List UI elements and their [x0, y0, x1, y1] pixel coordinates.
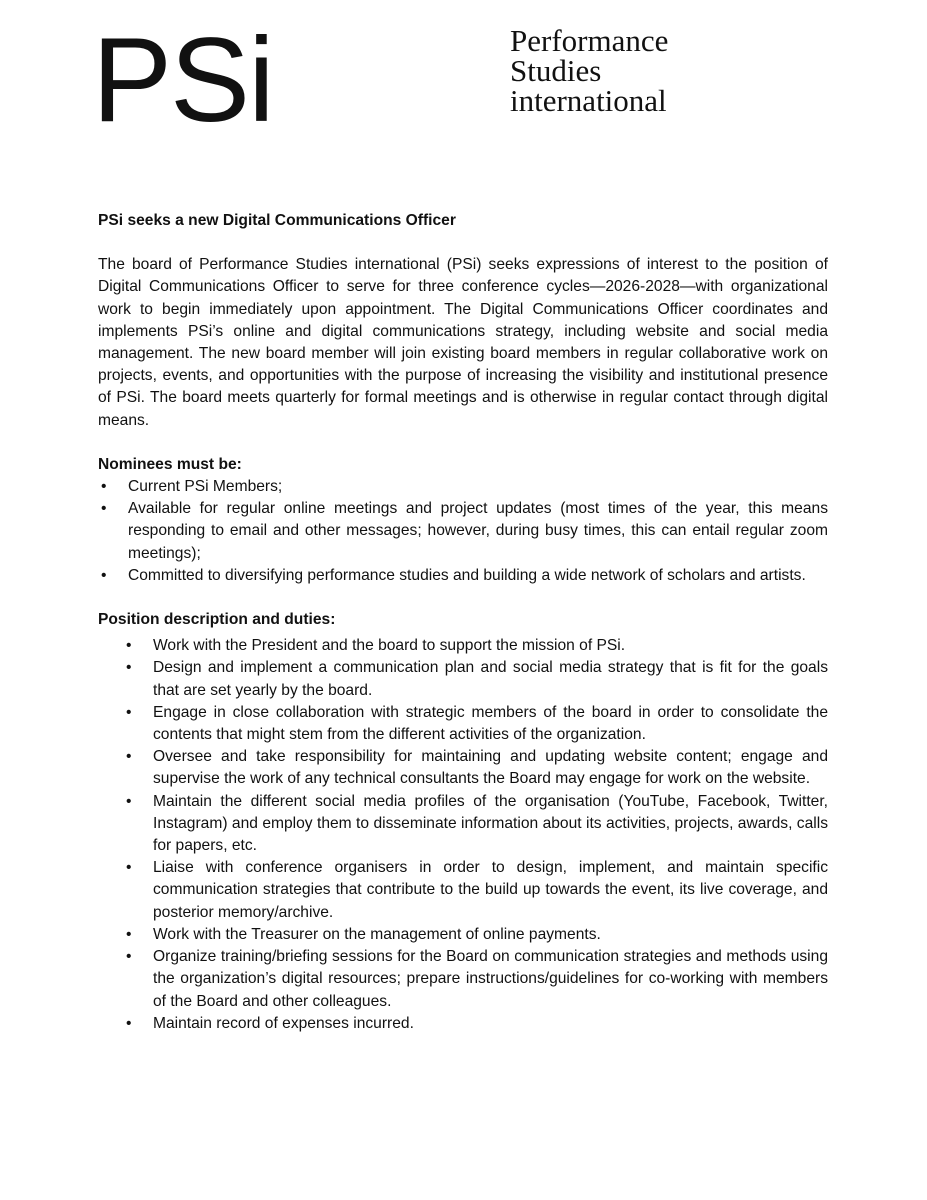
- nominees-list: [98, 476, 828, 587]
- intro-paragraph: The board of Performance Studies international (PSi) seeks expressions of interest to the position of Digital Communications Officer to serve for three conference cycles—2026-2028—with organizational work to begin immediately upon appointment. The Digital Communications Officer coordinates and implements PSi’s online and digital communications strategy, including website and social media management. The new board member will join existing board members in regular collaborative work on projects, events, and opportunities with the purpose of increasing the visibility and institutional presence of PSi. The board meets quarterly for formal meetings and is otherwise in regular contact through digital means.: [98, 256, 828, 429]
- document-body: [98, 210, 828, 1035]
- org-name-line: Studies: [510, 53, 602, 88]
- duties-heading: Position description and duties:: [98, 611, 336, 629]
- list-item: • Maintain the different social media profiles of the organisation (YouTube, Facebook, Twitter, Instagram) and employ them to disseminate information about its activities, projects, awards, calls for papers, etc.: [98, 791, 828, 858]
- list-item: • Design and implement a communication plan and social media strategy that is fit for the goals that are set yearly by the board.: [98, 657, 828, 701]
- org-name-line: Performance: [510, 23, 669, 58]
- list-item: • Engage in close collaboration with strategic members of the board in order to consolidate the contents that might stem from the different activities of the organization.: [98, 702, 828, 746]
- list-item: • Maintain record of expenses incurred.: [98, 1013, 828, 1035]
- list-item: • Oversee and take responsibility for maintaining and updating website content; engage and supervise the work of any technical consultants the Board may engage for work on the website.: [98, 746, 828, 790]
- list-item: • Organize training/briefing sessions for the Board on communication strategies and methods using the organization’s digital resources; prepare instructions/guidelines for co-working with members of the Board and other colleagues.: [98, 946, 828, 1013]
- logo-mark: PSi: [92, 13, 273, 147]
- document-title: PSi seeks a new Digital Communications Officer: [98, 212, 456, 229]
- org-name-line: international: [510, 83, 667, 118]
- list-item: • Work with the President and the board to support the mission of PSi.: [98, 635, 828, 657]
- duties-list: [98, 635, 828, 1035]
- list-item: • Available for regular online meetings and project updates (most times of the year, this means responding to email and other messages; however, during busy times, this can entail regular zoom meetings);: [98, 498, 828, 565]
- organization-name: [510, 23, 669, 118]
- list-item: • Committed to diversifying performance studies and building a wide network of scholars and artists.: [98, 565, 828, 587]
- list-item: • Work with the Treasurer on the management of online payments.: [98, 924, 828, 946]
- nominees-heading: Nominees must be:: [98, 455, 242, 473]
- list-item: • Current PSi Members;: [98, 476, 828, 498]
- list-item: • Liaise with conference organisers in order to design, implement, and maintain specific communication strategies that contribute to the build up towards the event, its live coverage, and posterior memory/archive.: [98, 857, 828, 924]
